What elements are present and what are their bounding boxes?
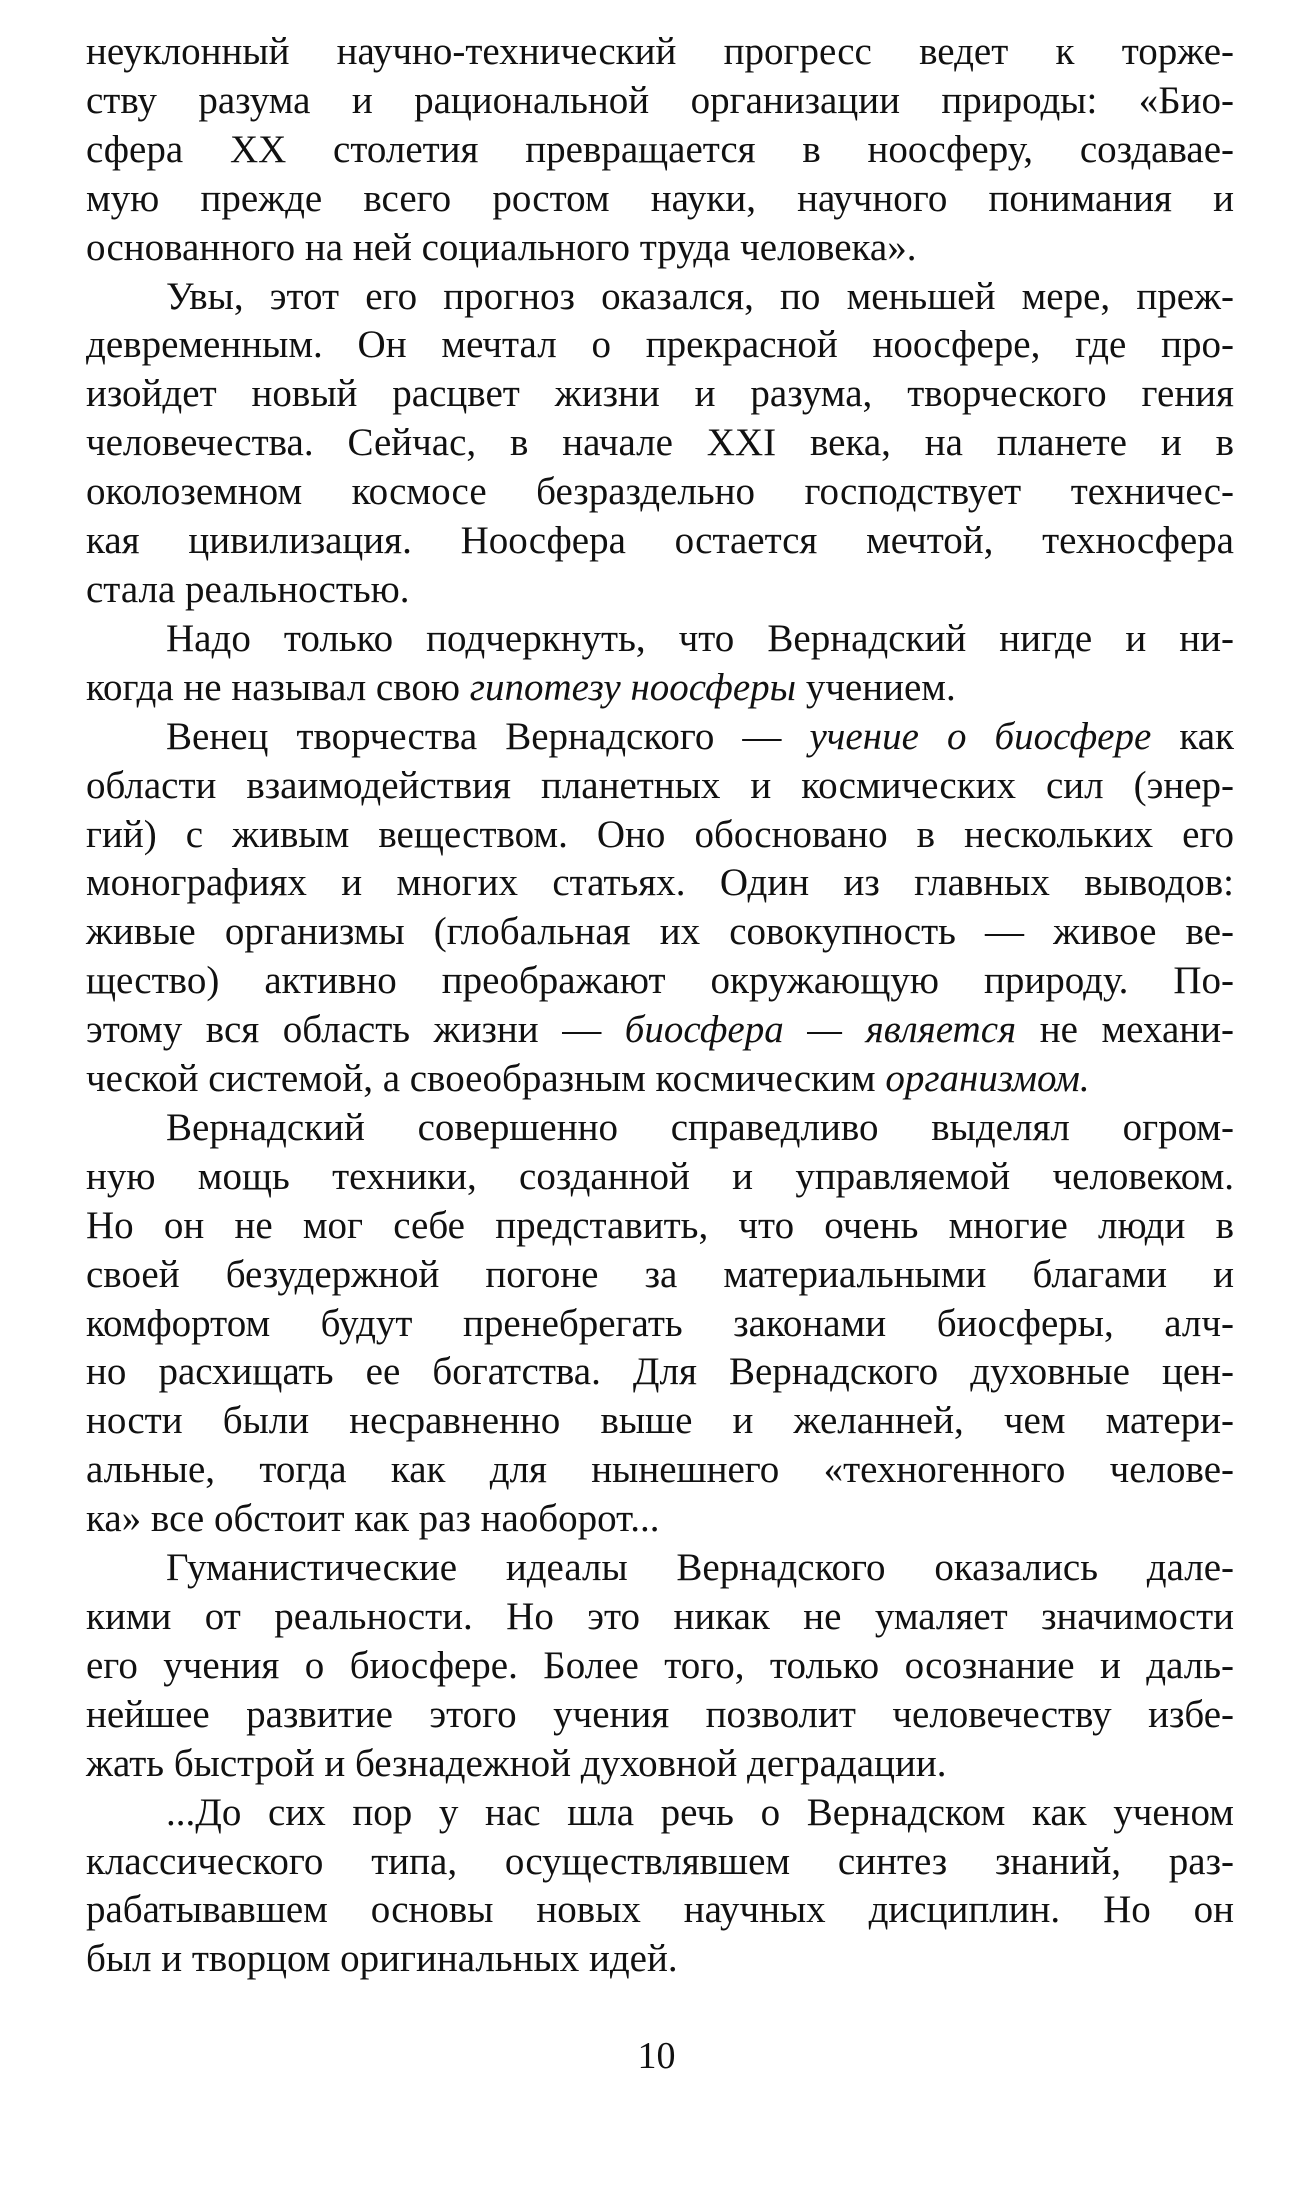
text-line [86, 1153, 1234, 1202]
text-line [86, 615, 1234, 664]
text-run: щество) активно преображают окружающую природу. По- [86, 959, 1234, 1003]
text-run: нейшее развитие этого учения позволит человечеству избе- [86, 1692, 1234, 1736]
text-line [86, 28, 1234, 77]
text-line [86, 1691, 1234, 1740]
text-line [86, 811, 1234, 860]
page-body [86, 28, 1234, 1984]
text-line [86, 908, 1234, 957]
text-run: был и творцом оригинальных идей. [86, 1937, 678, 1981]
text-run: монографиях и многих статьях. Один из главных выводов: [86, 861, 1234, 905]
text-run: живые организмы (глобальная их совокупность — живое ве- [86, 910, 1234, 954]
text-run: основанного на ней социального труда человека». [86, 225, 917, 269]
text-line [86, 1055, 1234, 1104]
paragraph [86, 615, 1234, 713]
text-run: ную мощь техники, созданной и управляемой человеком. [86, 1154, 1234, 1198]
text-run: неуклонный научно-технический прогресс ведет к торже- [86, 30, 1234, 73]
text-line [86, 77, 1234, 126]
text-line [86, 1935, 1234, 1984]
text-run: Венец творчества Вернадского — [166, 714, 810, 758]
text-run: ...До сих пор у нас шла речь о Вернадском как ученом [166, 1790, 1234, 1834]
text-run: как [1151, 714, 1234, 758]
text-line [86, 566, 1234, 615]
text-line [86, 762, 1234, 811]
paragraph [86, 273, 1234, 615]
text-line [86, 1642, 1234, 1691]
text-line [86, 126, 1234, 175]
text-line [86, 713, 1234, 762]
text-line [86, 468, 1234, 517]
text-run: области взаимодействия планетных и космических сил (энер- [86, 763, 1234, 807]
text-line [86, 224, 1234, 273]
text-line [86, 1446, 1234, 1495]
text-line [86, 1348, 1234, 1397]
text-run: не механи- [1016, 1008, 1234, 1052]
text-line [86, 321, 1234, 370]
text-run: девременным. Он мечтал о прекрасной ноосфере, где про- [86, 323, 1234, 367]
text-run: ности были несравненно выше и желанней, чем матери- [86, 1399, 1234, 1443]
text-line [86, 419, 1234, 468]
text-line [86, 1838, 1234, 1887]
text-line [86, 1251, 1234, 1300]
paragraph [86, 1789, 1234, 1985]
text-run: ству разума и рациональной организации природы: «Био- [86, 78, 1234, 122]
text-run: своей безудержной погоне за материальными благами и [86, 1252, 1234, 1296]
italic-text: организмом. [885, 1057, 1090, 1101]
text-run: Вернадский совершенно справедливо выделял огром- [166, 1105, 1234, 1149]
text-run: Надо только подчеркнуть, что Вернадский нигде и ни- [166, 616, 1234, 660]
text-run: жать быстрой и безнадежной духовной деградации. [86, 1741, 947, 1785]
text-run: ческой системой, а своеобразным космическим [86, 1057, 886, 1101]
text-line [86, 1789, 1234, 1838]
text-run: гий) с живым веществом. Оно обосновано в нескольких его [86, 812, 1234, 856]
text-run: стала реальностью. [86, 567, 410, 611]
paragraph [86, 1104, 1234, 1544]
paragraph [86, 1544, 1234, 1789]
text-line [86, 1544, 1234, 1593]
text-line [86, 370, 1234, 419]
text-run: когда не называл свою [86, 665, 470, 709]
text-run: рабатывавшем основы новых научных дисциплин. Но он [86, 1888, 1234, 1932]
text-run: этому вся область жизни — [86, 1008, 625, 1052]
italic-text: гипотезу ноосферы [469, 665, 797, 709]
text-line [86, 175, 1234, 224]
text-run: Гуманистические идеалы Вернадского оказались дале- [166, 1546, 1234, 1590]
text-run: Но он не мог себе представить, что очень многие люди в [86, 1203, 1234, 1247]
text-run: ка» все обстоит как раз наоборот... [86, 1497, 660, 1541]
text-line [86, 664, 1234, 713]
italic-text: учение о биосфере [809, 714, 1152, 758]
text-run: сфера XX столетия превращается в ноосферу, создавае- [86, 127, 1234, 171]
text-run: его учения о биосфере. Более того, только осознание и даль- [86, 1643, 1234, 1687]
text-run: изойдет новый расцвет жизни и разума, творческого гения [86, 372, 1234, 416]
text-line [86, 1593, 1234, 1642]
text-line [86, 273, 1234, 322]
text-run: классического типа, осуществлявшем синтез знаний, раз- [86, 1839, 1234, 1883]
paragraph [86, 28, 1234, 273]
text-run: но расхищать ее богатства. Для Вернадского духовные цен- [86, 1350, 1234, 1394]
text-line [86, 957, 1234, 1006]
text-run: учением. [796, 665, 956, 709]
text-run: человечества. Сейчас, в начале XXI века, на планете и в [86, 421, 1234, 465]
text-run: альные, тогда как для нынешнего «техногенного челове- [86, 1448, 1234, 1492]
text-run: околоземном космосе безраздельно господствует техничес- [86, 470, 1234, 514]
page-number: 10 [637, 2035, 676, 2077]
text-line [86, 1740, 1234, 1789]
text-line [86, 1006, 1234, 1055]
text-run: Увы, этот его прогноз оказался, по меньшей мере, преж- [166, 274, 1234, 318]
text-line [86, 1397, 1234, 1446]
text-run: кими от реальности. Но это никак не умаляет значимости [86, 1595, 1234, 1638]
text-line [86, 1886, 1234, 1935]
text-line [86, 859, 1234, 908]
text-run: комфортом будут пренебрегать законами биосферы, алч- [86, 1301, 1234, 1345]
text-run: мую прежде всего ростом науки, научного понимания и [86, 176, 1234, 220]
text-line [86, 1495, 1234, 1544]
italic-text: биосфера — является [624, 1008, 1017, 1052]
text-run: кая цивилизация. Ноосфера остается мечтой, техносфера [86, 519, 1234, 563]
paragraph [86, 713, 1234, 1104]
text-line [86, 1202, 1234, 1251]
text-line [86, 517, 1234, 566]
text-line [86, 1300, 1234, 1349]
text-line [86, 1104, 1234, 1153]
